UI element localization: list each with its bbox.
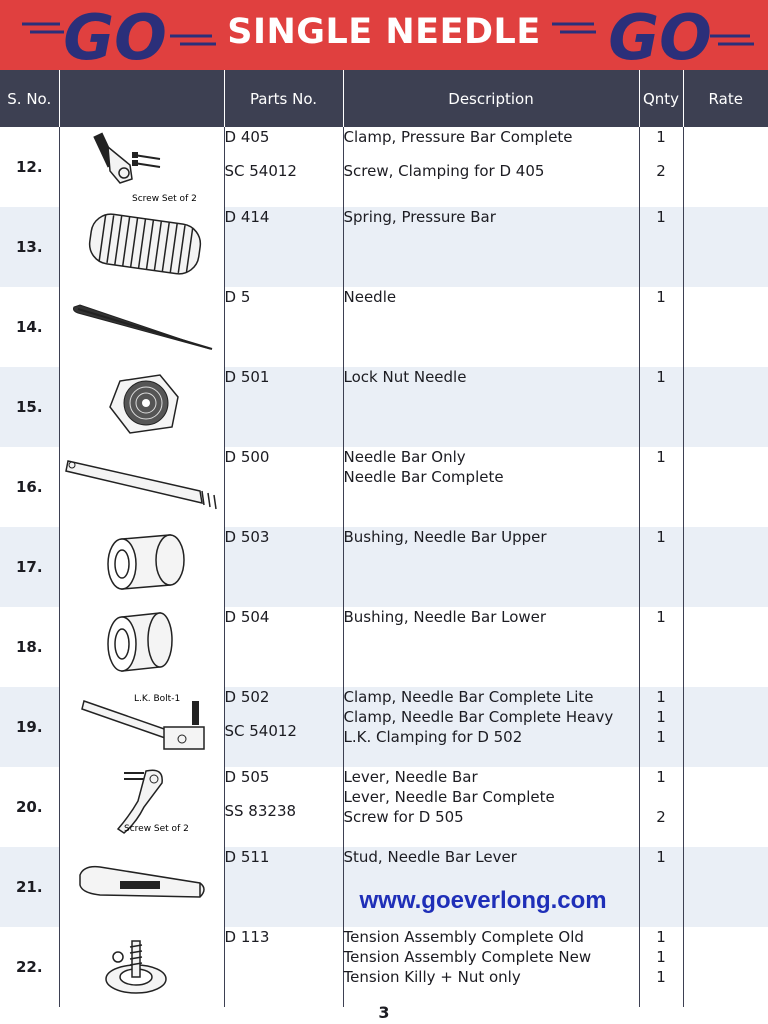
part-image-cell [59, 527, 224, 607]
quantity-value: 1 [656, 368, 666, 386]
description-line: Stud, Needle Bar Lever [343, 848, 517, 866]
parts-number-cell [224, 847, 343, 927]
description-line: Tension Assembly Complete Old [343, 928, 584, 946]
description-line: Spring, Pressure Bar [343, 208, 496, 226]
description-line: Bushing, Needle Bar Upper [343, 528, 547, 546]
quantity-cell [639, 687, 683, 767]
parts-number-cell [224, 687, 343, 767]
quantity-cell [639, 207, 683, 287]
table-row [0, 767, 768, 847]
description-line: Clamp, Needle Bar Complete Lite [343, 688, 594, 706]
serial-number: 18. [0, 607, 59, 687]
description-cell [343, 287, 639, 367]
quantity-value: 1 [656, 608, 666, 626]
col-header-image [59, 70, 224, 127]
quantity-cell [639, 447, 683, 527]
go-logo-right [550, 2, 768, 68]
rate-cell[interactable] [683, 207, 768, 287]
quantity-cell [639, 127, 683, 207]
quantity-value: 1 [656, 928, 666, 946]
table-row [0, 527, 768, 607]
part-number: D 502 [224, 688, 270, 706]
part-number: SS 83238 [224, 802, 297, 820]
quantity-cell [639, 767, 683, 847]
description-line: Clamp, Pressure Bar Complete [343, 128, 573, 146]
quantity-value: 1 [656, 528, 666, 546]
serial-number: 22. [0, 927, 59, 1007]
serial-number: 20. [0, 767, 59, 847]
quantity-cell [639, 607, 683, 687]
description-line: Clamp, Needle Bar Complete Heavy [343, 708, 614, 726]
serial-number: 17. [0, 527, 59, 607]
rate-cell[interactable] [683, 127, 768, 207]
lever-stud-icon [60, 847, 224, 927]
part-number: D 503 [224, 528, 270, 546]
quantity-value: 1 [656, 448, 666, 466]
serial-number: 14. [0, 287, 59, 367]
bushing-upper-icon [60, 527, 224, 607]
serial-number: 13. [0, 207, 59, 287]
quantity-cell [639, 287, 683, 367]
description-cell [343, 607, 639, 687]
parts-number-cell [224, 367, 343, 447]
description-cell [343, 367, 639, 447]
parts-number-cell [224, 607, 343, 687]
part-number: D 405 [224, 128, 270, 146]
needle-bar-icon [60, 447, 224, 527]
quantity-cell [639, 367, 683, 447]
tension-assembly-icon [60, 927, 224, 1007]
needle-bar-clamp-icon [60, 687, 224, 767]
table-row [0, 127, 768, 207]
rate-cell[interactable] [683, 767, 768, 847]
lock-nut-icon [60, 367, 224, 447]
table-row [0, 207, 768, 287]
part-image-cell [59, 767, 224, 847]
needle-bar-lever-icon [60, 767, 224, 847]
rate-cell[interactable] [683, 687, 768, 767]
serial-number: 16. [0, 447, 59, 527]
description-cell [343, 447, 639, 527]
quantity-cell [639, 927, 683, 1007]
description-line: Tension Assembly Complete New [343, 948, 592, 966]
table-row [0, 367, 768, 447]
quantity-value: 1 [656, 848, 666, 866]
serial-number: 19. [0, 687, 59, 767]
table-row [0, 287, 768, 367]
parts-table [0, 70, 768, 1007]
description-cell [343, 767, 639, 847]
rate-cell[interactable] [683, 367, 768, 447]
bushing-lower-icon [60, 607, 224, 687]
rate-cell[interactable] [683, 287, 768, 367]
svg-text:GO: GO [63, 2, 167, 68]
col-header-description: Description [343, 70, 639, 127]
description-line: Tension Killy + Nut only [343, 968, 521, 986]
part-number: D 113 [224, 928, 270, 946]
part-number: D 500 [224, 448, 270, 466]
part-image-cell [59, 207, 224, 287]
part-image-cell [59, 927, 224, 1007]
spring-icon [60, 207, 224, 287]
part-image-cell [59, 287, 224, 367]
description-cell [343, 847, 639, 927]
part-image-cell [59, 687, 224, 767]
part-number: D 511 [224, 848, 270, 866]
parts-number-cell [224, 287, 343, 367]
rate-cell[interactable] [683, 927, 768, 1007]
part-number: D 5 [224, 288, 251, 306]
quantity-value: 1 [656, 688, 666, 706]
description-cell [343, 927, 639, 1007]
col-header-sno: S. No. [0, 70, 59, 127]
part-image-cell [59, 447, 224, 527]
description-cell [343, 687, 639, 767]
description-line: L.K. Clamping for D 502 [343, 728, 523, 746]
part-image-cell [59, 367, 224, 447]
part-image-cell [59, 607, 224, 687]
table-row [0, 447, 768, 527]
col-header-parts-no: Parts No. [224, 70, 343, 127]
quantity-value [640, 787, 683, 807]
col-header-rate: Rate [683, 70, 768, 127]
quantity-value: 2 [656, 808, 666, 826]
page-title: SINGLE NEEDLE [227, 12, 541, 52]
pressure-bar-clamp-icon [60, 127, 224, 207]
description-line: Screw, Clamping for D 405 [343, 162, 545, 180]
description-line: Needle Bar Only [343, 448, 466, 466]
description-cell [343, 527, 639, 607]
quantity-cell [639, 847, 683, 927]
part-number: D 505 [224, 768, 270, 786]
table-header-row [0, 70, 768, 127]
quantity-cell [639, 527, 683, 607]
description-line: Lock Nut Needle [343, 368, 467, 386]
description-line: Needle [343, 288, 397, 306]
parts-number-cell [224, 127, 343, 207]
quantity-value: 1 [656, 288, 666, 306]
quantity-value: 2 [656, 162, 666, 180]
part-number: SC 54012 [224, 722, 297, 740]
description-cell [343, 207, 639, 287]
part-number: D 414 [224, 208, 270, 226]
rate-cell[interactable] [683, 447, 768, 527]
parts-number-cell [224, 527, 343, 607]
quantity-value: 1 [656, 768, 666, 786]
quantity-value: 1 [656, 208, 666, 226]
description-line: Lever, Needle Bar Complete [343, 788, 555, 806]
quantity-value: 1 [656, 948, 666, 966]
table-row [0, 687, 768, 767]
rate-cell[interactable] [683, 847, 768, 927]
needle-icon [60, 287, 224, 367]
table-row [0, 847, 768, 927]
serial-number: 15. [0, 367, 59, 447]
description-line: Screw for D 505 [343, 808, 464, 826]
rate-cell[interactable] [683, 527, 768, 607]
table-row [0, 607, 768, 687]
quantity-value: 1 [656, 128, 666, 146]
description-line: Lever, Needle Bar [343, 768, 478, 786]
table-row [0, 927, 768, 1007]
quantity-value: 1 [656, 728, 666, 746]
parts-number-cell [224, 927, 343, 1007]
website-link[interactable]: www.goeverlong.com [359, 887, 607, 914]
serial-number: 12. [0, 127, 59, 207]
parts-number-cell [224, 447, 343, 527]
parts-number-cell [224, 767, 343, 847]
col-header-qnty: Qnty [639, 70, 683, 127]
page-number: 3 [378, 1003, 390, 1022]
description-cell [343, 127, 639, 207]
svg-text:GO: GO [608, 2, 712, 68]
part-image-cell [59, 847, 224, 927]
quantity-value: 1 [656, 968, 666, 986]
header-banner [0, 0, 768, 70]
part-number: SC 54012 [224, 162, 297, 180]
part-image-cell [59, 127, 224, 207]
rate-cell[interactable] [683, 607, 768, 687]
quantity-value: 1 [656, 708, 666, 726]
svg-text:Screw Set of 2: Screw Set of 2 [123, 824, 189, 834]
part-number: D 501 [224, 368, 270, 386]
svg-text:L.K. Bolt-1: L.K. Bolt-1 [133, 694, 180, 704]
description-line: Bushing, Needle Bar Lower [343, 608, 547, 626]
part-number: D 504 [224, 608, 270, 626]
serial-number: 21. [0, 847, 59, 927]
parts-number-cell [224, 207, 343, 287]
description-line: Needle Bar Complete [343, 468, 504, 486]
svg-text:Screw Set of 2: Screw Set of 2 [131, 194, 197, 204]
